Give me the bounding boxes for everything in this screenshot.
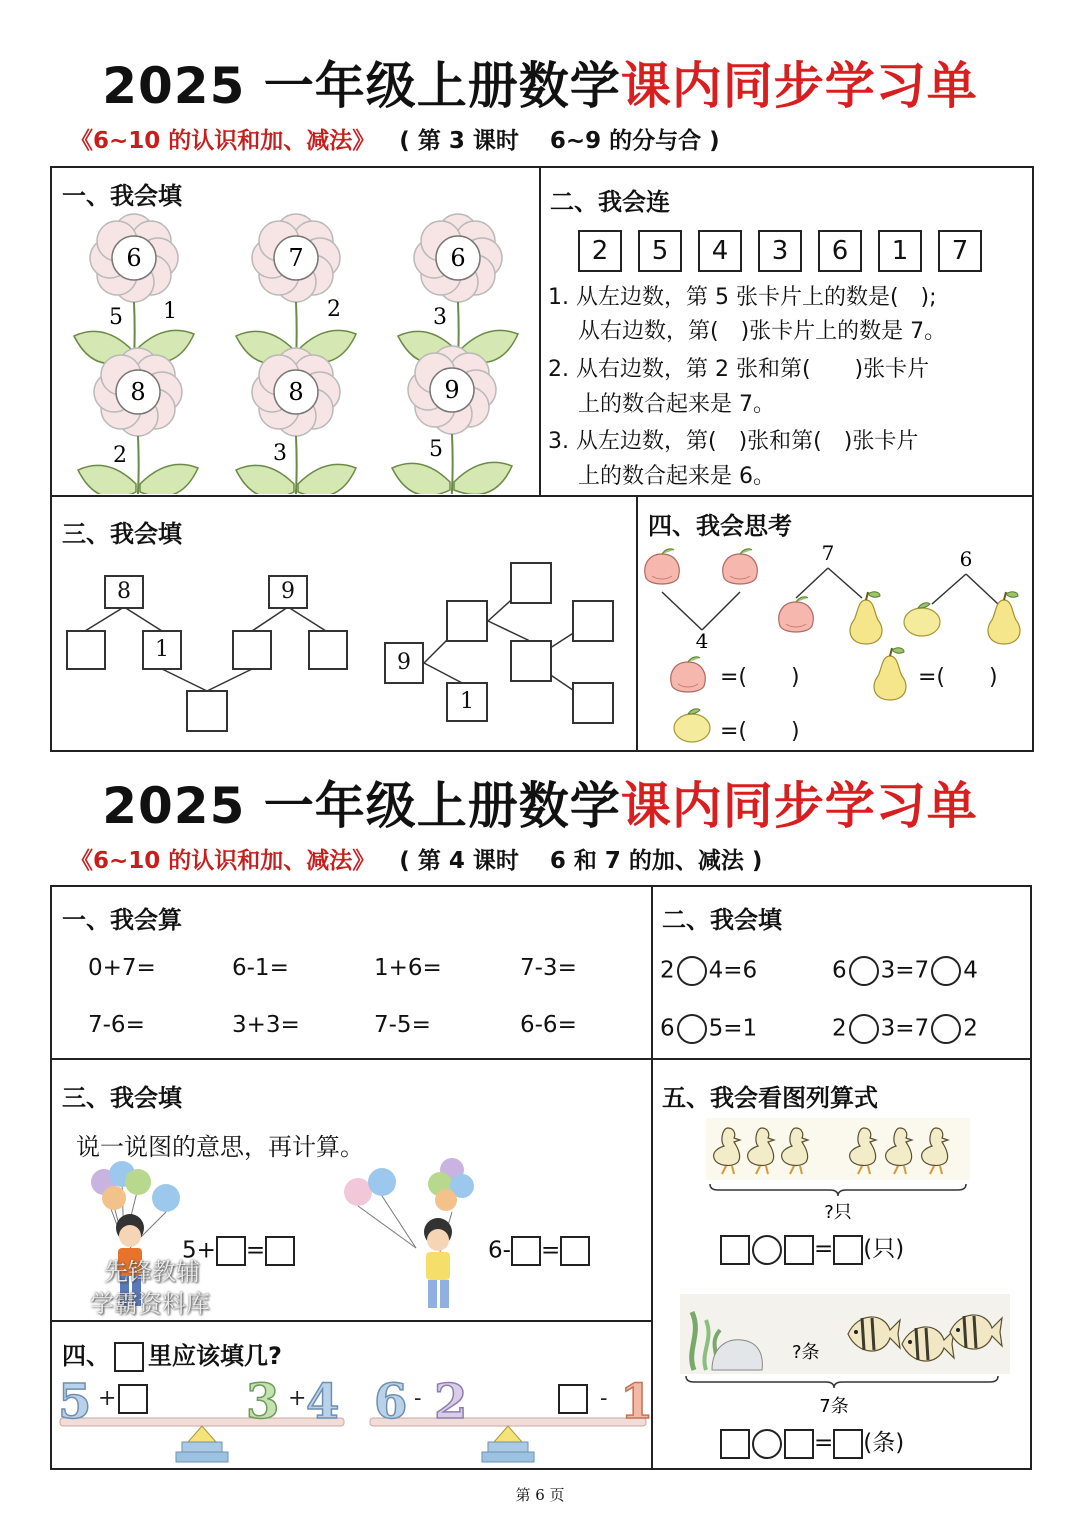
digit-character: 3 [246, 1374, 280, 1430]
digit-character: 1 [620, 1374, 654, 1430]
flower-6 [392, 346, 512, 494]
section-heading: 三、我会填 [62, 520, 182, 548]
page-number: 第 6 页 [515, 1486, 565, 1504]
subtitle-black: ( 第 4 课时 6 和 7 的加、减法 ) [399, 848, 763, 874]
subtitle-red: 《6~10 的认识和加、减法》 [70, 128, 376, 154]
answer-box[interactable] [833, 1235, 863, 1265]
flower-number: 2 [327, 297, 341, 322]
flower-number: 5 [429, 437, 443, 462]
number-card: 2 [578, 230, 622, 272]
calc-item: 0+7= [88, 955, 156, 981]
answer-box[interactable] [216, 1236, 246, 1266]
flowers-figure [52, 210, 538, 494]
flower-number: 6 [450, 244, 466, 272]
answer-circle[interactable] [931, 956, 961, 986]
divider [50, 1058, 1032, 1060]
compare-equation: 6 3=7 4 [832, 956, 978, 986]
answer-circle[interactable] [752, 1235, 782, 1265]
section-heading: 二、我会填 [662, 906, 782, 934]
question-line: 上的数合起来是 6。 [578, 464, 775, 489]
answer-box[interactable] [510, 640, 552, 682]
digit-character: 5 [58, 1374, 92, 1430]
flower-number: 3 [273, 441, 287, 466]
number-box: 1 [142, 630, 182, 670]
answer-box[interactable] [308, 630, 348, 670]
question-line: 2. 从右边数，第 2 张和第( )张卡片 [548, 357, 930, 382]
lemon-icon [904, 603, 940, 636]
answer-box[interactable] [186, 690, 228, 732]
answer-box[interactable] [558, 1384, 588, 1414]
section-heading: 三、我会填 [62, 1084, 182, 1112]
fruit-figure [640, 538, 1032, 748]
peach-icon [723, 549, 757, 584]
digit-character: 2 [434, 1374, 468, 1430]
calc-item: 3+3= [232, 1012, 300, 1038]
answer-circle[interactable] [752, 1429, 782, 1459]
operator: - [414, 1386, 422, 1411]
answer-box[interactable] [446, 600, 488, 642]
pear-icon [850, 592, 882, 644]
number-card: 7 [938, 230, 982, 272]
divider [539, 166, 541, 496]
girl-icon [424, 1218, 452, 1308]
section-heading: 五、我会看图列算式 [662, 1084, 878, 1112]
question-line: 1. 从左边数，第 5 张卡片上的数是( ); [548, 285, 937, 310]
number-box: 8 [104, 575, 144, 609]
answer-box[interactable] [572, 682, 614, 724]
number-box: 9 [268, 575, 308, 609]
title-black: 2025 一年级上册数学 [102, 777, 621, 835]
fruit-number: 4 [695, 629, 709, 653]
flower-number: 1 [163, 299, 177, 324]
flower-number: 8 [130, 378, 146, 406]
answer-box[interactable] [560, 1236, 590, 1266]
answer-circle[interactable] [849, 1014, 879, 1044]
answer-circle[interactable] [931, 1014, 961, 1044]
compare-equation: 6 5=1 [660, 1014, 757, 1044]
fruit-equation: =( ) [918, 665, 998, 690]
operator: + [98, 1386, 117, 1411]
blank-box-icon [114, 1342, 144, 1372]
sheet2-title [0, 766, 1080, 838]
number-box: 9 [384, 642, 424, 684]
fruit-equation: =( ) [720, 665, 800, 690]
section-heading: 一、我会算 [62, 906, 182, 934]
section-heading: 二、我会连 [550, 188, 670, 216]
watermark: 学霸资料库 [90, 1290, 210, 1318]
sheet1-subtitle [70, 122, 720, 155]
answer-box[interactable] [265, 1236, 295, 1266]
calc-item: 7-5= [374, 1012, 431, 1038]
flower-number: 6 [126, 244, 142, 272]
title-red: 课内同步学习单 [620, 777, 978, 835]
fruit-number: 7 [821, 541, 835, 565]
balloon-equation-1: 5+ = [182, 1236, 295, 1266]
section-heading: 四、 里应该填几? [62, 1342, 282, 1370]
flower-number: 9 [444, 376, 460, 404]
compare-equation: 2 3=7 2 [832, 1014, 978, 1044]
answer-circle[interactable] [849, 956, 879, 986]
flower-number: 2 [113, 443, 127, 468]
number-card: 1 [878, 230, 922, 272]
question-line: 从右边数，第( )张卡片上的数是 7。 [578, 319, 947, 344]
balance-right [370, 1418, 646, 1462]
section-heading: 一、我会填 [62, 182, 182, 210]
watermark: 先锋教辅 [104, 1258, 200, 1286]
answer-box[interactable] [118, 1384, 148, 1414]
title-black: 2025 一年级上册数学 [102, 57, 621, 115]
ducks-figure [706, 1118, 970, 1226]
balloon-equation-2: 6- = [488, 1236, 590, 1266]
pear-icon [874, 648, 906, 700]
bracket-label: ?条 [792, 1342, 820, 1363]
sheet2-subtitle [70, 842, 762, 875]
peach-icon [779, 597, 813, 632]
instruction: 说一说图的意思，再计算。 [76, 1133, 364, 1161]
calc-item: 1+6= [374, 955, 442, 981]
flower-number: 8 [288, 378, 304, 406]
fruit-number: 6 [959, 547, 973, 571]
number-card: 4 [698, 230, 742, 272]
peach-icon [671, 657, 705, 692]
fish-equation: = (条) [720, 1424, 904, 1459]
calc-item: 7-6= [88, 1012, 145, 1038]
digit-character: 4 [306, 1374, 340, 1430]
sheet1-title [0, 46, 1080, 118]
number-card: 3 [758, 230, 802, 272]
answer-box[interactable] [833, 1429, 863, 1459]
bracket-label: ?只 [824, 1202, 852, 1223]
bracket-label: 7条 [819, 1396, 849, 1417]
compare-equation: 2 4=6 [660, 956, 757, 986]
answer-box[interactable] [232, 630, 272, 670]
flower-5 [236, 348, 356, 494]
flower-number: 7 [288, 244, 304, 272]
flower-number: 5 [109, 305, 123, 330]
fish-figure [680, 1294, 1010, 1422]
question-line: 上的数合起来是 7。 [578, 392, 775, 417]
operator: - [600, 1386, 608, 1411]
number-box: 1 [446, 682, 488, 722]
question-line: 3. 从左边数，第( )张和第( )张卡片 [548, 429, 919, 454]
divider [50, 495, 1034, 497]
answer-box[interactable] [572, 600, 614, 642]
answer-circle[interactable] [677, 956, 707, 986]
answer-box[interactable] [720, 1235, 750, 1265]
answer-circle[interactable] [677, 1014, 707, 1044]
subtitle-black: ( 第 3 课时 6~9 的分与合 ) [399, 128, 720, 154]
answer-box[interactable] [784, 1235, 814, 1265]
flower-number: 3 [433, 305, 447, 330]
answer-box[interactable] [511, 1236, 541, 1266]
balance-left [60, 1418, 344, 1462]
operator: + [288, 1386, 307, 1411]
answer-box[interactable] [510, 562, 552, 604]
duck-equation: = (只) [720, 1230, 904, 1265]
answer-box[interactable] [720, 1429, 750, 1459]
divider [50, 1320, 652, 1322]
subtitle-red: 《6~10 的认识和加、减法》 [70, 848, 376, 874]
number-card: 6 [818, 230, 862, 272]
section-heading: 四、我会思考 [648, 512, 792, 540]
number-card: 5 [638, 230, 682, 272]
peach-icon [645, 549, 679, 584]
divider [636, 495, 638, 752]
calc-item: 6-1= [232, 955, 289, 981]
calc-item: 7-3= [520, 955, 577, 981]
title-red: 课内同步学习单 [620, 57, 978, 115]
fruit-equation: =( ) [720, 719, 800, 744]
digit-character: 6 [374, 1374, 408, 1430]
answer-box[interactable] [66, 630, 106, 670]
calc-item: 6-6= [520, 1012, 577, 1038]
flower-4 [78, 348, 198, 494]
answer-box[interactable] [784, 1429, 814, 1459]
lemon-icon [674, 709, 710, 742]
